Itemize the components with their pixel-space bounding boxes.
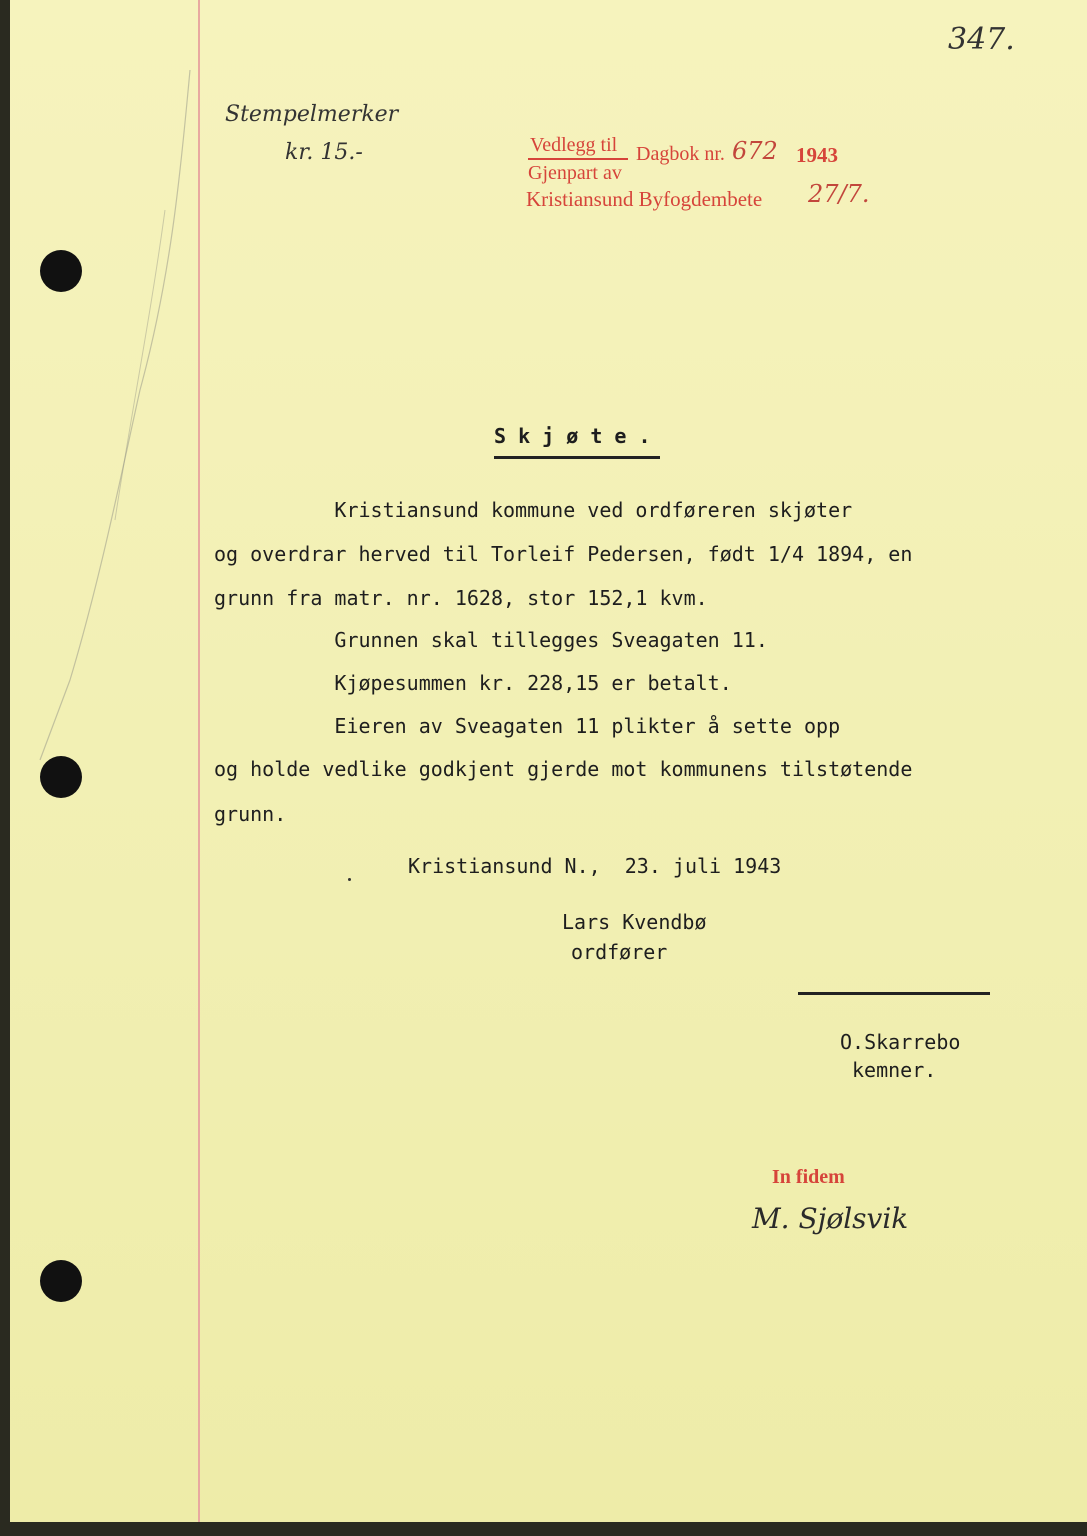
signatory-1-name: Lars Kvendbø xyxy=(562,910,707,934)
in-fidem-stamp: In fidem xyxy=(772,1166,845,1188)
stamp-vedlegg-label: Vedlegg til xyxy=(530,134,618,156)
punch-hole-bottom xyxy=(40,1260,82,1302)
body-line-1: Kristiansund kommune ved ordføreren skjøter xyxy=(214,498,853,522)
stamp-gjenpart: Gjenpart av xyxy=(528,162,622,184)
stamp-duty-amount: kr. 15.- xyxy=(285,140,363,165)
stamp-underline xyxy=(528,158,628,160)
body-line-6: Eieren av Sveagaten 11 plikter å sette opp xyxy=(214,714,841,738)
document-title: S k j ø t e . xyxy=(494,424,651,448)
body-line-7: og holde vedlike godkjent gjerde mot kommunens tilstøtende xyxy=(214,757,913,781)
title-underline xyxy=(494,456,660,459)
signature-line xyxy=(798,992,990,995)
signatory-1-title: ordfører xyxy=(571,940,668,964)
body-line-3: grunn fra matr. nr. 1628, stor 152,1 kvm. xyxy=(214,586,708,610)
ink-speck xyxy=(348,878,351,881)
scan-edge-left xyxy=(0,0,10,1536)
body-line-4: Grunnen skal tillegges Sveagaten 11. xyxy=(214,628,768,652)
scan-edge-bottom xyxy=(0,1522,1087,1536)
body-line-5: Kjøpesummen kr. 228,15 er betalt. xyxy=(214,671,732,695)
place-date: Kristiansund N., 23. juli 1943 xyxy=(408,854,782,878)
signatory-2-title: kemner. xyxy=(852,1058,937,1082)
page-number: 347. xyxy=(948,22,1015,57)
stamp-year: 1943 xyxy=(796,143,838,167)
stamp-dagbok-number: 672 xyxy=(732,137,778,165)
stamp-date: 27/7. xyxy=(808,180,870,208)
signatory-2-name: O.Skarrebo xyxy=(840,1030,961,1054)
stamp-dagbok-label: Dagbok nr. xyxy=(636,143,725,165)
certifier-signature: M. Sjølsvik xyxy=(752,1202,909,1235)
stamp-office: Kristiansund Byfogdembete xyxy=(526,187,763,211)
pencil-margin-line xyxy=(20,60,210,780)
body-line-8: grunn. xyxy=(214,802,287,826)
stamp-duty-label: Stempelmerker xyxy=(225,102,399,127)
body-line-2: og overdrar herved til Torleif Pedersen, født 1/4 1894, en xyxy=(214,542,913,566)
